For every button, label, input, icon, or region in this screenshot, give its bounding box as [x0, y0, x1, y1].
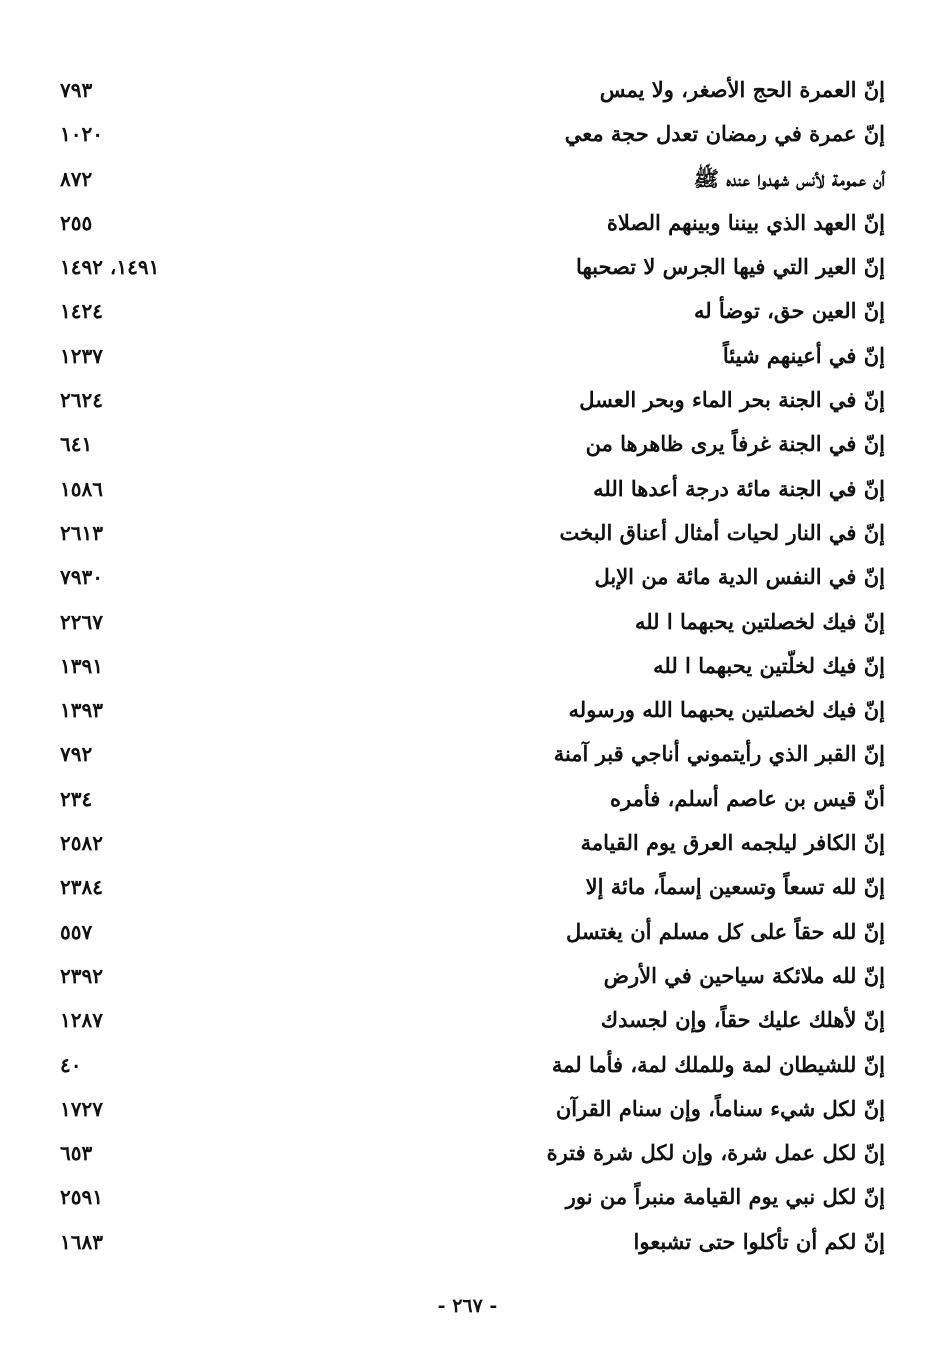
hadith-reference-number: ٢٥٩١ [60, 1185, 103, 1210]
hadith-text: أن عمومة لأنس شهدوا عنده ﷺ [693, 165, 885, 191]
hadith-text: إنّ في النار لحيات أمثال أعناق البخت [559, 519, 885, 545]
index-entry [0, 1044, 935, 1088]
hadith-text: إنّ العهد الذي بيننا وبينهم الصلاة [606, 209, 885, 235]
hadith-text: إنّ العير التي فيها الجرس لا تصحبها [576, 254, 885, 280]
hadith-reference-number: ٢٢٦٧ [60, 609, 103, 634]
hadith-text: إنّ في أعينهم شيئاً [722, 342, 885, 368]
hadith-reference-number: ٢٥٥ [60, 210, 93, 235]
index-entry [0, 1088, 935, 1132]
hadith-reference-number: ١٠٢٠ [60, 122, 103, 147]
hadith-text: إنّ الكافر ليلجمه العرق يوم القيامة [580, 830, 885, 856]
hadith-reference-number: ٧٩٣ [60, 78, 93, 102]
index-entry [0, 290, 935, 334]
hadith-reference-number: ١٦٨٣ [60, 1229, 103, 1254]
index-entry [0, 556, 935, 600]
hadith-reference-number: ١٥٨٦ [60, 476, 103, 501]
hadith-text: إنّ لكل عمل شرة، وإن لكل شرة فترة [546, 1140, 885, 1166]
hadith-reference-number: ٢٥٨٢ [60, 831, 103, 856]
hadith-reference-number: ١٢٨٧ [60, 1008, 103, 1033]
index-entry [0, 113, 935, 157]
hadith-reference-number: ٤٠ [60, 1052, 82, 1077]
hadith-text: إنّ القبر الذي رأيتموني أناجي قبر آمنة [553, 741, 885, 767]
hadith-reference-number: ٨٧٢ [60, 166, 93, 191]
index-entry [0, 645, 935, 689]
hadith-reference-number: ١٤٢٤ [60, 299, 103, 324]
index-entry [0, 158, 935, 202]
hadith-reference-number: ٥٥٧ [60, 919, 93, 944]
hadith-text: إنّ لله ملائكة سياحين في الأرض [603, 962, 885, 988]
index-entry [0, 1176, 935, 1220]
hadith-text: إنّ في الجنة غرفاً يرى ظاهرها من [585, 431, 885, 457]
index-entry [0, 822, 935, 866]
hadith-text: إنّ لكل شيء سناماً، وإن سنام القرآن [555, 1095, 885, 1121]
hadith-text: إنّ في الجنة بحر الماء وبحر العسل [579, 387, 885, 413]
hadith-text: إنّ في الجنة مائة درجة أعدها الله [593, 475, 885, 501]
hadith-reference-number: ٢٣٤ [60, 786, 93, 811]
hadith-text: إنّ العمرة الحج الأصغر، ولا يمس [599, 77, 885, 102]
hadith-text: إنّ فيك لخصلتين يحبهما ا لله [634, 608, 885, 634]
hadith-reference-number: ١٢٣٧ [60, 343, 103, 368]
index-entry [0, 246, 935, 290]
index-entry [0, 689, 935, 733]
hadith-text: إنّ لله حقاً على كل مسلم أن يغتسل [565, 918, 885, 944]
index-entry [0, 69, 935, 113]
hadith-reference-number: ١٣٩١ [60, 653, 103, 678]
index-entry [0, 512, 935, 556]
hadith-reference-number: ١٧٢٧ [60, 1096, 103, 1121]
hadith-text: إنّ العين حق، توضأ له [693, 298, 885, 324]
index-entry [0, 335, 935, 379]
hadith-reference-number: ٧٩٣٠ [60, 565, 103, 590]
index-entry [0, 601, 935, 645]
hadith-text: إنّ للشيطان لمة وللملك لمة، فأما لمة [551, 1051, 885, 1077]
hadith-text: إنّ عمرة في رمضان تعدل حجة معي [564, 121, 885, 147]
hadith-reference-number: ٦٥٣ [60, 1141, 93, 1166]
index-entry [0, 955, 935, 999]
hadith-reference-number: ١٤٩١، ١٤٩٢ [60, 255, 160, 280]
hadith-reference-number: ٢٦٢٤ [60, 388, 103, 413]
hadith-index-list [0, 69, 935, 1265]
index-entry [0, 911, 935, 955]
index-entry [0, 379, 935, 423]
hadith-reference-number: ١٣٩٣ [60, 698, 103, 723]
hadith-text: إنّ لكل نبي يوم القيامة منبراً من نور [565, 1184, 885, 1210]
hadith-text: إنّ في النفس الدية مائة من الإبل [594, 564, 885, 590]
index-entry [0, 866, 935, 910]
index-entry [0, 1132, 935, 1176]
hadith-text: إنّ لكم أن تأكلوا حتى تشبعوا [633, 1228, 885, 1254]
hadith-reference-number: ٢٣٨٤ [60, 875, 103, 900]
index-entry [0, 202, 935, 246]
index-entry [0, 1221, 935, 1265]
index-entry [0, 468, 935, 512]
hadith-reference-number: ٦٤١ [60, 432, 93, 457]
index-entry [0, 778, 935, 822]
index-entry [0, 999, 935, 1043]
page-number: - ٢٦٧ - [437, 1295, 498, 1317]
hadith-text: إنّ لله تسعاً وتسعين إسماً، مائة إلا [585, 874, 885, 900]
hadith-reference-number: ٧٩٢ [60, 742, 93, 767]
hadith-reference-number: ٢٣٩٢ [60, 963, 103, 988]
hadith-text: أنّ قيس بن عاصم أسلم، فأمره [610, 785, 885, 811]
hadith-text: إنّ لأهلك عليك حقاً، وإن لجسدك [600, 1007, 885, 1033]
index-entry [0, 423, 935, 467]
index-entry [0, 733, 935, 777]
hadith-text: إنّ فيك لخلّتين يحبهما ا لله [653, 652, 885, 678]
hadith-reference-number: ٢٦١٣ [60, 520, 103, 545]
hadith-text: إنّ فيك لخصلتين يحبهما الله ورسوله [568, 697, 885, 723]
